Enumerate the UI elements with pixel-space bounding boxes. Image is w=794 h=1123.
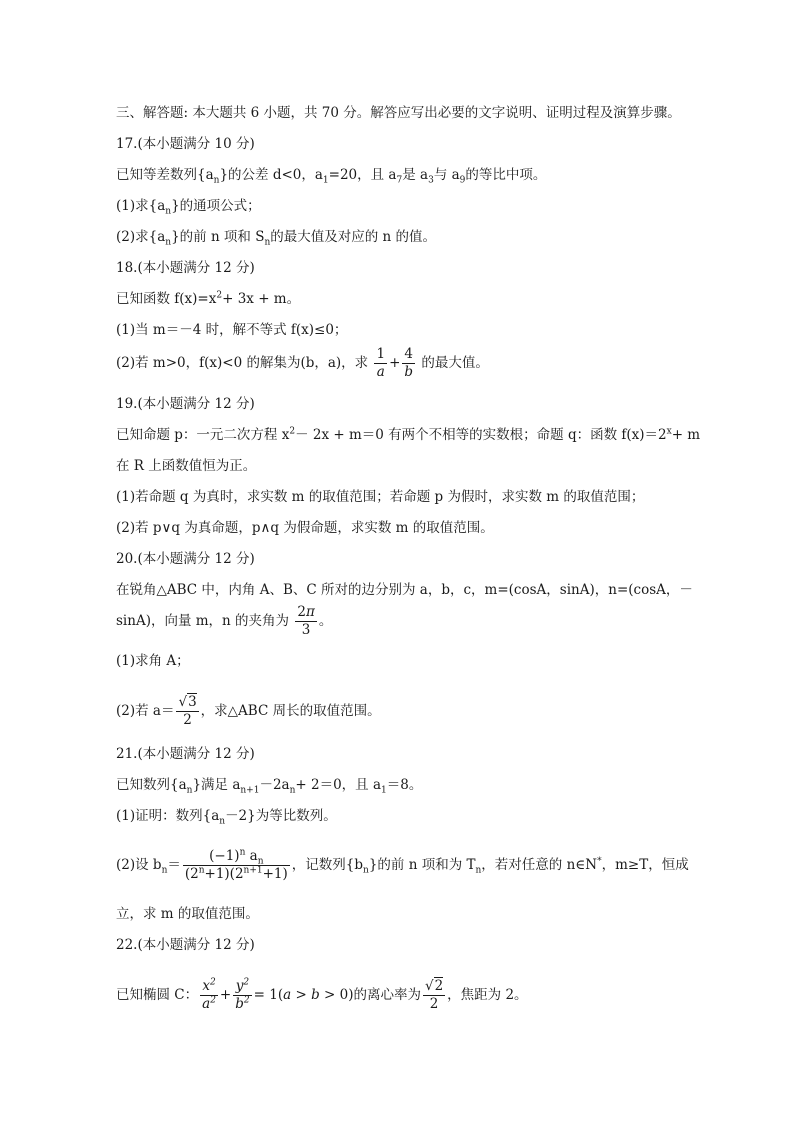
q18-title: 18.(本小题满分 12 分) xyxy=(116,260,255,276)
q18-stem: 已知函数 $f(x)=x^2+ 3x + m$。 xyxy=(116,290,301,307)
q22-stem: 已知椭圆 C： $\frac{x^2}{a^2}$ + $\frac{y^2}{b^2}$ = 1(a > b > 0)的离心率为 $\frac{√2}{2}$ ，焦距为 2。 xyxy=(116,977,528,1012)
q20-stem-line2: sinA)，向量 m，n 的夹角为 $\frac{2\pi}{3}$ 。 xyxy=(116,604,333,638)
q20-part2: (2)若 a＝ $\frac{√3}{2}$ ，求△ABC 周长的取值范围。 xyxy=(116,694,381,728)
q19-part1: (1)若命题 q 为真时，求实数 m 的取值范围；若命题 p 为假时，求实数 m 的取值范围； xyxy=(116,489,645,505)
q19-stem: 已知命题 p：一元二次方程 $x^2- 2x + m=0$ 有两个不相等的实数根；命题 q：函数 $f(x)=2^x+ m$ xyxy=(116,426,701,443)
fraction-2pi-over-3: $\frac{2\pi}{3}$ xyxy=(297,604,315,638)
section-heading: 三、解答题: 本大题共 6 小题，共 70 分。解答应写出必要的文字说明、证明过程及演算步骤。 xyxy=(116,105,681,121)
fraction-1-over-a: $\frac{1}{a}$ xyxy=(376,346,386,380)
q17-part1: (1)求$\{a_n\}$的通项公式； xyxy=(116,198,261,217)
q21-stem: 已知数列$\{a_n\}$满足 $a_{n+1}-2a_n+ 2=0$，且 $a_1=8$。 xyxy=(116,777,423,796)
fraction-bn-formula: $\frac{(-1)^n a_n}{(2^n+1)(2^{n+1}+1)}$ xyxy=(184,847,288,882)
q19-title: 19.(本小题满分 12 分) xyxy=(116,396,255,412)
q17-part2: (2)求$\{a_n\}$的前 n 项和 $S_n$的最大值及对应的 n 的值。 xyxy=(116,229,437,248)
q19-stem-line2: 在 R 上函数值恒为正。 xyxy=(116,458,257,474)
q17-title: 17.(本小题满分 10 分) xyxy=(116,136,255,152)
q19-part2: (2)若 p∨q 为真命题，p∧q 为假命题，求实数 m 的取值范围。 xyxy=(116,520,494,536)
fraction-x2-over-a2: $\frac{x^2}{a^2}$ xyxy=(202,977,216,1012)
q21-part1: (1)证明：数列$\{a_n-2\}$为等比数列。 xyxy=(116,808,337,827)
q17-stem: 已知等差数列$\{a_n\}$的公差 d<0，$a_1=20$，且 $a_7$是 $a_3$与 $a_9$的等比中项。 xyxy=(116,167,547,186)
fraction-sqrt2-over-2: $\frac{√2}{2}$ xyxy=(424,978,444,1012)
q18-part2: (2)若 m>0，f(x)<0 的解集为(b，a)，求 $\frac{1}{a}$ + $\frac{4}{b}$ 的最大值。 xyxy=(116,346,489,380)
q18-part1: (1)当 m＝－4 时，解不等式 f(x)≤0； xyxy=(116,322,348,338)
q20-part1: (1)求角 A； xyxy=(116,653,190,669)
fraction-sqrt3-over-2: $\frac{√3}{2}$ xyxy=(178,694,197,728)
q21-title: 21.(本小题满分 12 分) xyxy=(116,746,255,762)
q22-title: 22.(本小题满分 12 分) xyxy=(116,937,255,953)
fraction-y2-over-b2: $\frac{y^2}{b^2}$ xyxy=(235,977,250,1012)
q21-part2-line2: 立，求 m 的取值范围。 xyxy=(116,906,259,922)
q20-title: 20.(本小题满分 12 分) xyxy=(116,551,255,567)
q20-stem: 在锐角△ABC 中，内角 A、B、C 所对的边分别为 a，b，c，m=(cosA，sinA)，n=(cosA，－ xyxy=(116,582,693,598)
q21-part2: (2)设 $b_n=$ $\frac{(-1)^n a_n}{(2^n+1)(2^{n+1}+1)}$ ，记数列$\{b_n\}$的前 n 项和为 $T_n$，若对任意的 n∈N*，m≥T，恒成 xyxy=(116,847,689,882)
fraction-4-over-b: $\frac{4}{b}$ xyxy=(404,346,414,380)
